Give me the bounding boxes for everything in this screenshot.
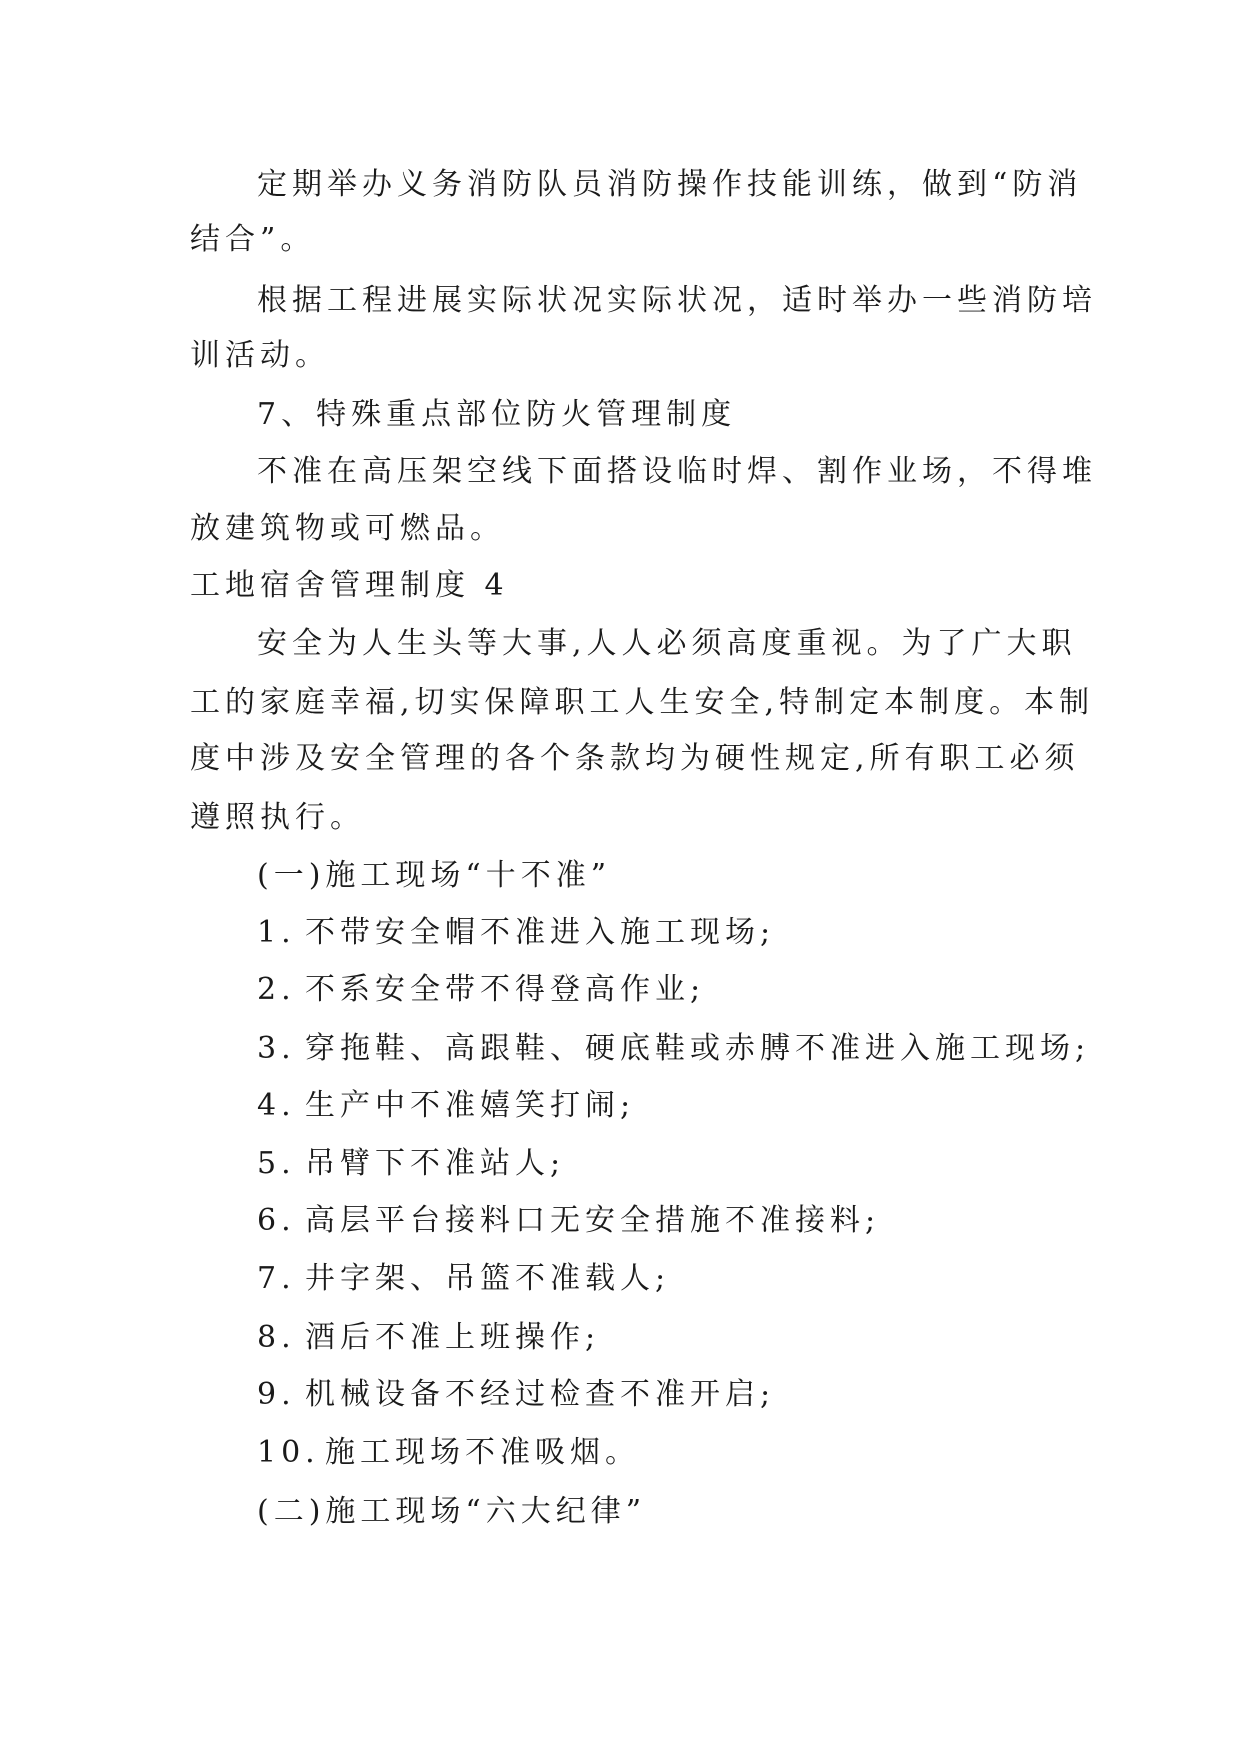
subheading-special-fire-rules: 7、特殊重点部位防火管理制度: [257, 397, 737, 432]
rule-item: [257, 915, 775, 951]
rule-number: 7.: [257, 1261, 296, 1296]
rule-item: [257, 1031, 1090, 1067]
rule-item: [257, 1435, 640, 1471]
rule-number: 3.: [257, 1031, 296, 1066]
rule-item: [257, 972, 705, 1008]
paragraph-high-voltage-line1: 不准在高压架空线下面搭设临时焊、割作业场，不得堆: [257, 454, 1097, 489]
rule-text: 机械设备不经过检查不准开启;: [305, 1377, 776, 1412]
rule-number: 5.: [257, 1146, 296, 1181]
rule-item: [257, 1203, 880, 1239]
paragraph-safety-intro-line1: 安全为人生头等大事,人人必须高度重视。为了广大职: [257, 626, 1077, 661]
rule-number: 9.: [257, 1377, 296, 1412]
subheading-six-disciplines: (二)施工现场“六大纪律”: [257, 1494, 647, 1529]
rule-text: 吊臂下不准站人;: [305, 1146, 566, 1181]
rule-text: 施工现场不准吸烟。: [325, 1435, 640, 1470]
rule-item: [257, 1320, 600, 1356]
rule-text: 不系安全带不得登高作业;: [305, 972, 706, 1007]
paragraph-safety-intro-line2: 工的家庭幸福,切实保障职工人生安全,特制定本制度。本制: [190, 685, 1095, 720]
paragraph-safety-intro-line4: 遵照执行。: [190, 800, 365, 835]
paragraph-fire-activity-line2: 训活动。: [190, 338, 330, 373]
rule-item: [257, 1146, 565, 1182]
rule-number: 1.: [257, 915, 296, 950]
rule-text: 不带安全帽不准进入施工现场;: [305, 915, 776, 950]
paragraph-fire-training-line2: 结合”。: [190, 222, 316, 257]
rule-text: 酒后不准上班操作;: [305, 1320, 601, 1355]
rule-item: [257, 1377, 775, 1413]
rule-number: 10.: [257, 1435, 320, 1470]
rule-text: 井字架、吊篮不准载人;: [305, 1261, 671, 1296]
rule-number: 6.: [257, 1203, 296, 1238]
rule-number: 2.: [257, 972, 296, 1007]
rule-text: 高层平台接料口无安全措施不准接料;: [305, 1203, 881, 1238]
paragraph-fire-activity-line1: 根据工程进展实际状况实际状况，适时举办一些消防培: [257, 283, 1097, 318]
rule-item: [257, 1088, 635, 1124]
rule-item: [257, 1261, 670, 1297]
rule-number: 8.: [257, 1320, 296, 1355]
rule-text: 穿拖鞋、高跟鞋、硬底鞋或赤膊不准进入施工现场;: [305, 1031, 1091, 1066]
paragraph-high-voltage-line2: 放建筑物或可燃品。: [190, 511, 505, 546]
section-heading: 工地宿舍管理制度 4: [190, 568, 509, 603]
subheading-ten-prohibitions: (一)施工现场“十不准”: [257, 858, 612, 893]
paragraph-safety-intro-line3: 度中涉及安全管理的各个条款均为硬性规定,所有职工必须: [190, 741, 1080, 776]
rule-text: 生产中不准嬉笑打闹;: [305, 1088, 636, 1123]
paragraph-fire-training-line1: 定期举办义务消防队员消防操作技能训练，做到“防消: [257, 167, 1083, 202]
rule-number: 4.: [257, 1088, 296, 1123]
